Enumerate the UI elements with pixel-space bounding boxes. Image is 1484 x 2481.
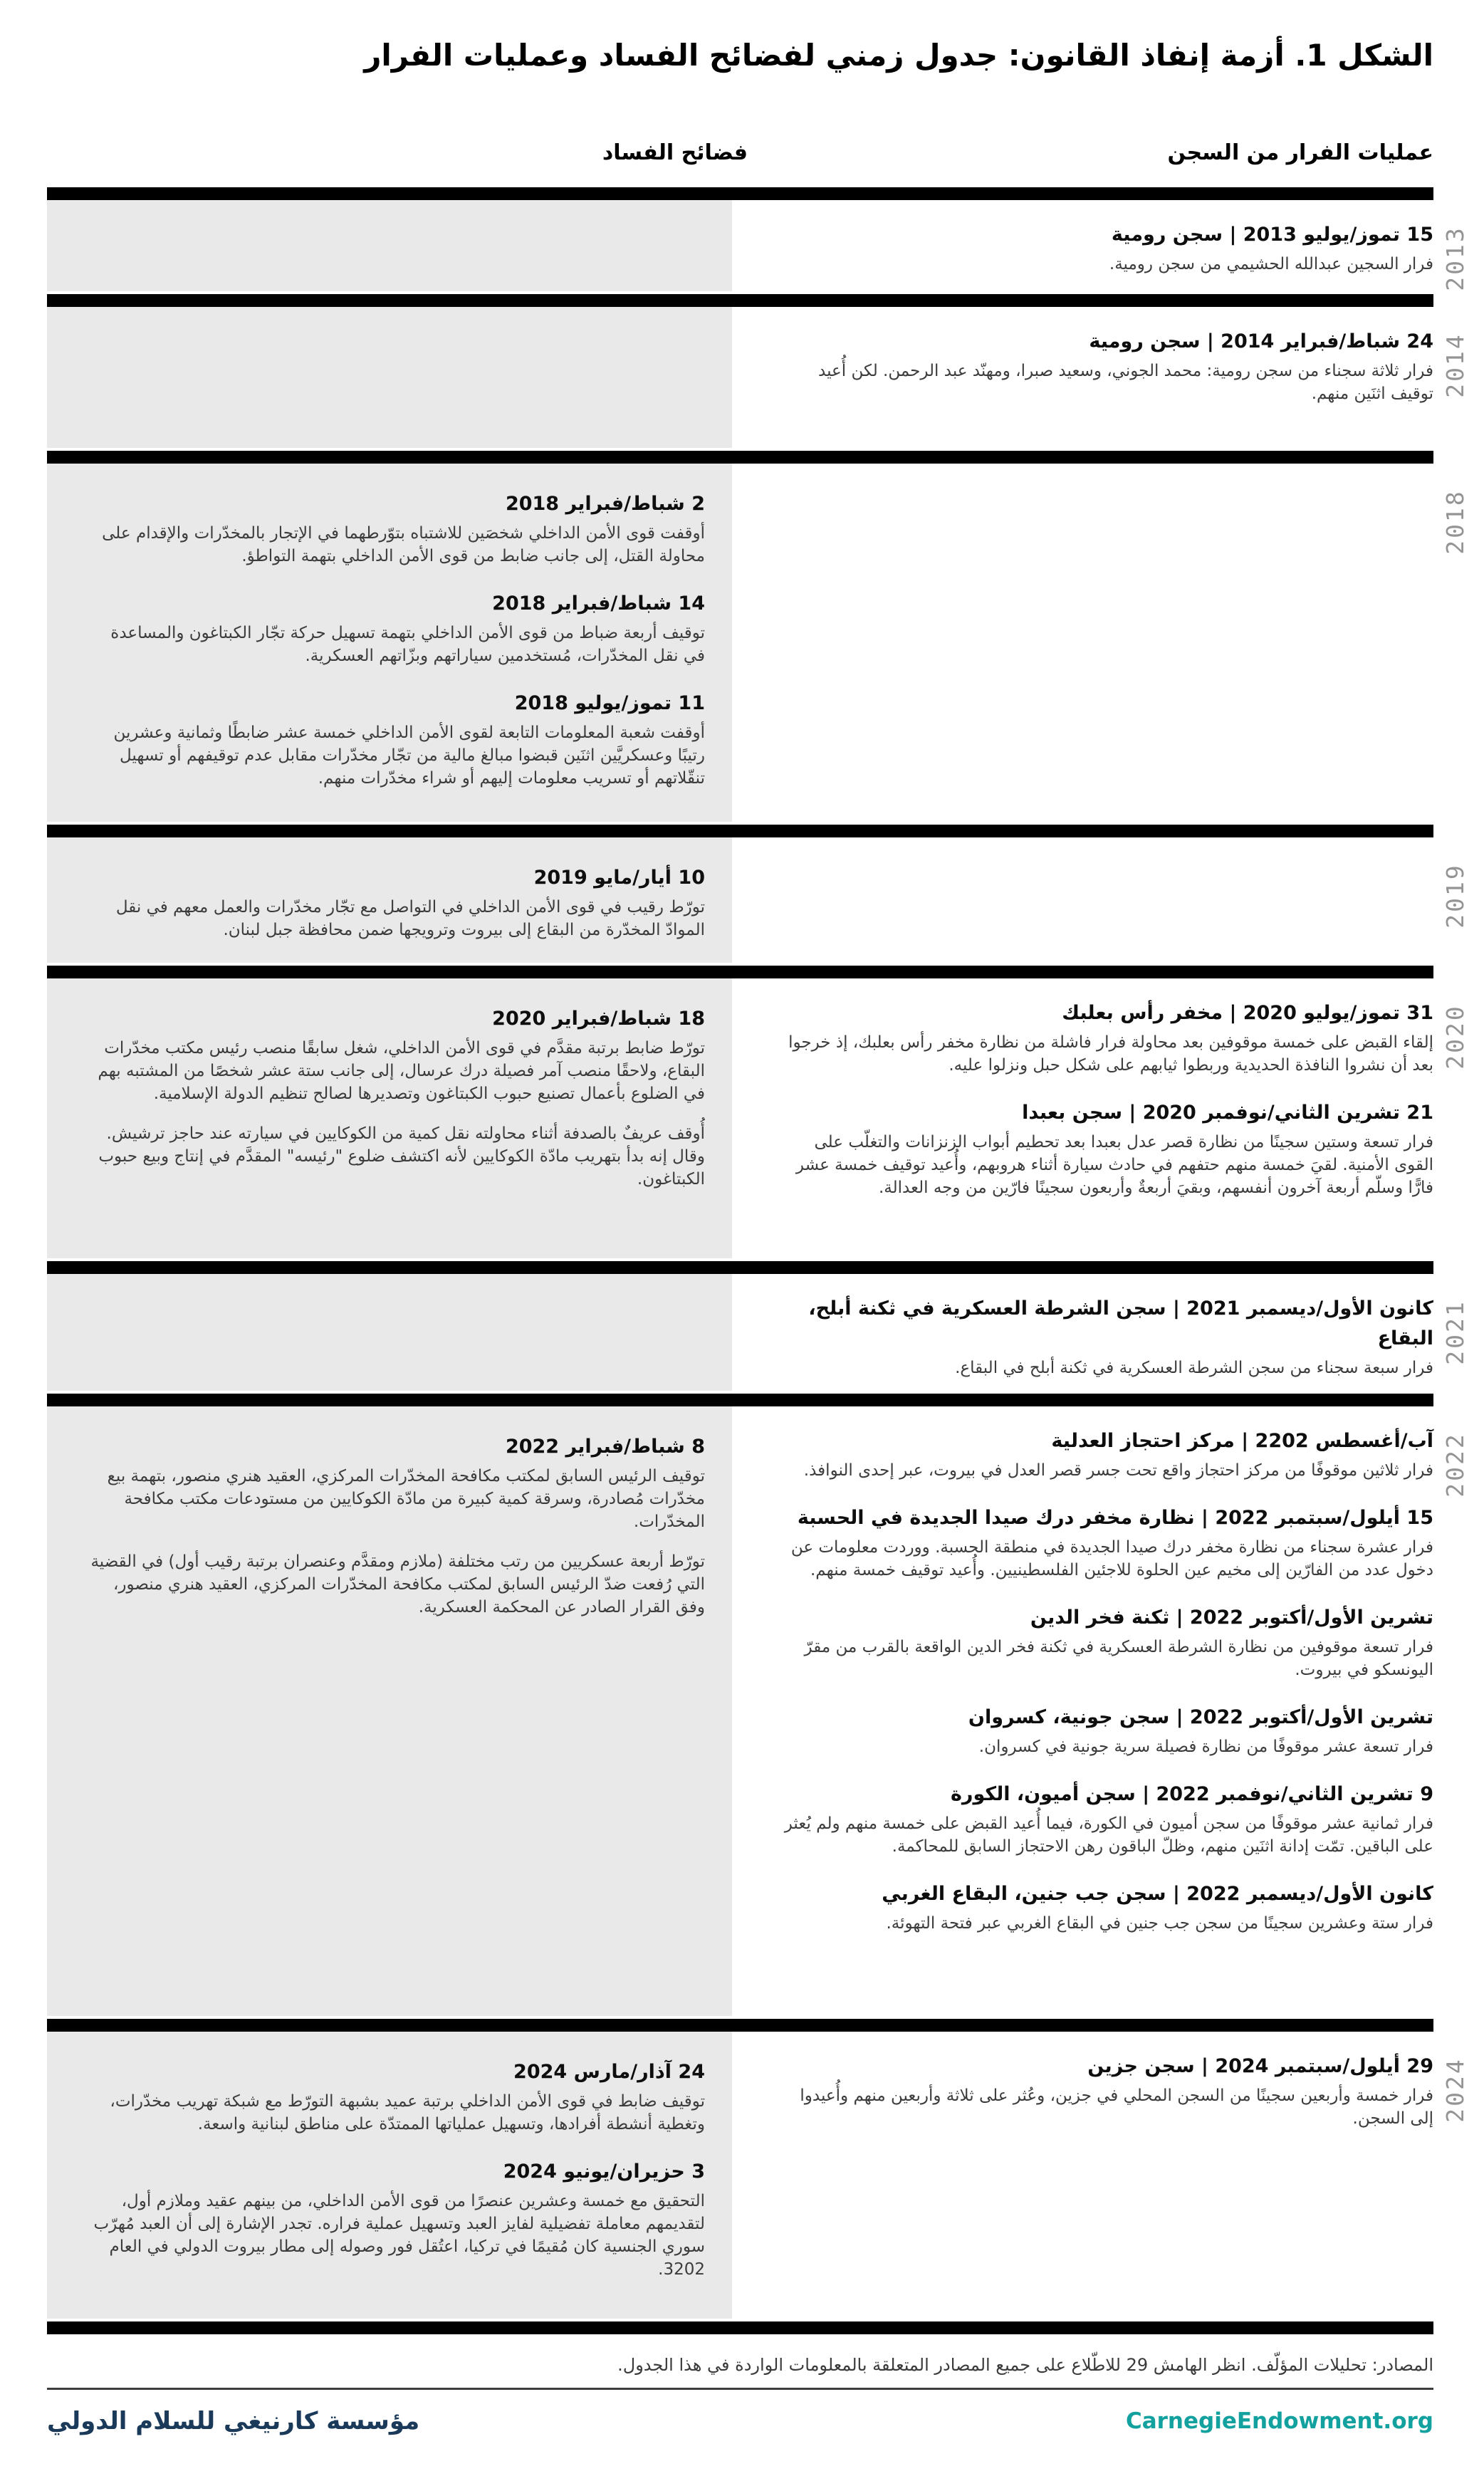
entry-heading: 14 شباط/فبراير 2018 bbox=[492, 592, 705, 615]
section-divider-bar bbox=[47, 187, 1433, 200]
timeline-section-2021 bbox=[47, 1261, 1469, 1394]
scandal-entry bbox=[90, 489, 705, 568]
entry-heading: 11 تموز/يوليو 2018 bbox=[514, 691, 705, 714]
timeline-section-2014 bbox=[47, 294, 1469, 451]
entry-heading: 24 شباط/فبراير 2014 | سجن رومية bbox=[1089, 330, 1433, 352]
escapes-panel bbox=[772, 978, 1433, 1261]
year-label: 2022 bbox=[1441, 1431, 1469, 1498]
entry-heading: 15 أيلول/سبتمبر 2022 | نظارة مخفر درك صيدا الجديدة في الحسبة bbox=[797, 1506, 1433, 1529]
column-gap bbox=[732, 1406, 772, 2019]
entry-paragraph: توقيف أربعة ضباط من قوى الأمن الداخلي بتهمة تسهيل حركة تجّار الكبتاغون والمساعدة في نقل المخدّرات، مُستخدمين سياراتهم وبزّاتهم العسكرية. bbox=[110, 623, 705, 665]
escapes-column-header: عمليات الفرار من السجن bbox=[1167, 140, 1433, 165]
timeline-section-2013 bbox=[47, 187, 1469, 294]
entry-heading: كانون الأول/ديسمبر 2022 | سجن جب جنين، البقاع الغربي bbox=[882, 1882, 1433, 1905]
entry-heading: 9 تشرين الثاني/نوفمبر 2022 | سجن أميون، الكورة bbox=[950, 1782, 1433, 1805]
figure-title: الشكل 1. أزمة إنفاذ القانون: جدول زمني لفضائح الفساد وعمليات الفرار bbox=[364, 38, 1433, 73]
source-note: المصادر: تحليلات المؤلّف. انظر الهامش 29 للاطّلاع على جميع المصادر المتعلقة بالمعلومات الواردة في هذا الجدول. bbox=[617, 2354, 1433, 2375]
entry-paragraph: تورّط أربعة عسكريين من رتب مختلفة (ملازم ومقدَّم وعنصران برتبة رقيب أول) في القضية التي رُفعت ضدّ الرئيس السابق لمكتب مكافحة المخدّرات المركزي، العقيد هنري منصور، وفق القرار الصادر عن المحكمة العسكرية. bbox=[90, 1552, 705, 1616]
entry-paragraph: أوقفت شعبة المعلومات التابعة لقوى الأمن الداخلي خمسة عشر ضابطًا وثمانية وعشرين رتيبًا وعسكريَّين اثنَين قبضوا مبالغ مالية من تجّار مخدّرات مقابل عدم توقيفهم أو تسهيل تنقّلاتهم أو تسريب معلومات إليهم أو شراء مخدّرات منهم. bbox=[113, 723, 705, 788]
year-label: 2013 bbox=[1441, 225, 1469, 291]
footer bbox=[47, 2407, 1433, 2435]
scandals-panel bbox=[47, 200, 732, 291]
carnegie-org-logo: مؤسسة كارنيغي للسلام الدولي bbox=[47, 2406, 420, 2435]
year-label: 2018 bbox=[1441, 489, 1469, 555]
entry-heading: 10 أيار/مايو 2019 bbox=[533, 866, 705, 889]
escape-entry bbox=[772, 1426, 1433, 1482]
entry-heading: آب/أغسطس 2202 | مركز احتجاز العدلية bbox=[1051, 1429, 1433, 1452]
section-divider-bar bbox=[47, 825, 1433, 837]
escape-entry bbox=[772, 1780, 1433, 1858]
scandal-entry bbox=[90, 589, 705, 667]
entry-heading: تشرين الأول/أكتوبر 2022 | سجن جونية، كسروان bbox=[968, 1706, 1433, 1728]
carnegie-site-link: CarnegieEndowment.org bbox=[1125, 2408, 1433, 2434]
escape-entry bbox=[772, 1879, 1433, 1935]
escape-entry bbox=[772, 220, 1433, 276]
section-divider-bar bbox=[47, 294, 1433, 307]
entry-paragraph: فرار ثمانية عشر موقوفًا من سجن أميون في الكورة، فيما أُعيد القبض على خمسة منهم ولم يُعثر على الباقين. تمّت إدانة اثنَين منهم، وظلّ الباقون رهن الاحتجاز السابق للمحاكمة. bbox=[784, 1814, 1433, 1856]
scandal-entry bbox=[90, 863, 705, 941]
scandals-panel bbox=[47, 837, 732, 963]
escapes-panel bbox=[772, 200, 1433, 294]
column-gap bbox=[732, 200, 772, 294]
entry-heading: كانون الأول/ديسمبر 2021 | سجن الشرطة العسكرية في ثكنة أبلح، البقاع bbox=[808, 1297, 1433, 1349]
timeline-section-2024 bbox=[47, 2019, 1469, 2321]
entry-paragraph: أُوقف عريفٌ بالصدفة أثناء محاولته نقل كمية من الكوكايين في سيارته عند حاجز ترشيش. وقال إنه بدأ بتهريب مادّة الكوكايين لأنه اكتشف ضلوع "رئيسه" المقدَّم في إنتاج وبيع حبوب الكبتاغون. bbox=[98, 1124, 705, 1189]
entry-heading: 24 آذار/مارس 2024 bbox=[513, 2060, 705, 2083]
scandal-entry bbox=[90, 1004, 705, 1191]
year-label: 2024 bbox=[1441, 2057, 1469, 2123]
timeline-end-bar bbox=[47, 2321, 1433, 2334]
scandal-entry bbox=[90, 2057, 705, 2136]
entry-paragraph: توقيف ضابط في قوى الأمن الداخلي برتبة عميد بشبهة التورّط مع شبكة تهريب مخدّرات، وتغطية أنشطة أفرادها، وتسهيل عملياتها الممتدّة على مناطق لبنانية واسعة. bbox=[110, 2091, 705, 2133]
scandal-entry bbox=[90, 1432, 705, 1619]
entry-paragraph: إلقاء القبض على خمسة موقوفين بعد محاولة فرار فاشلة من نظارة مخفر رأس بعلبك، إذ خرجوا بعد أن نشروا النافذة الحديدية وربطوا ثيابهم على شكل حبل ونزلوا عليه. bbox=[788, 1033, 1433, 1075]
scandals-panel bbox=[47, 978, 732, 1258]
entry-heading: 29 أيلول/سبتمبر 2024 | سجن جزين bbox=[1087, 2054, 1433, 2077]
year-label: 2019 bbox=[1441, 862, 1469, 929]
column-gap bbox=[732, 837, 772, 966]
scandal-entry bbox=[90, 689, 705, 790]
section-divider-bar bbox=[47, 1394, 1433, 1406]
escape-entry bbox=[772, 1703, 1433, 1758]
escape-entry bbox=[772, 1294, 1433, 1379]
entry-heading: 8 شباط/فبراير 2022 bbox=[505, 1435, 705, 1458]
entry-paragraph: تورّط رقيب في قوى الأمن الداخلي في التواصل مع تجّار مخدّرات والعمل معهم في نقل الموادّ المخدّرة من البقاع إلى بيروت وترويجها ضمن محافظة جبل لبنان. bbox=[115, 897, 705, 939]
timeline-section-2018 bbox=[47, 451, 1469, 825]
scandals-panel bbox=[47, 307, 732, 448]
entry-paragraph: التحقيق مع خمسة وعشرين عنصرًا من قوى الأمن الداخلي، من بينهم عقيد وملازم أول، لتقديمهم معاملة تفضيلية لفايز العبد وتسهيل عملية فراره. تجدر الإشارة إلى أن العبد مُهرّب سوري الجنسية كان مُقيمًا في تركيا، اعتُقل فور وصوله إلى مطار بيروت الدولي في العام 3202. bbox=[93, 2191, 705, 2279]
timeline-section-2020 bbox=[47, 966, 1469, 1261]
entry-heading: تشرين الأول/أكتوبر 2022 | ثكنة فخر الدين bbox=[1030, 1606, 1433, 1629]
escape-entry bbox=[772, 998, 1433, 1077]
entry-paragraph: فرار خمسة وأربعين سجينًا من السجن المحلي في جزين، وعُثر على ثلاثة وأربعين منهم وأُعيدوا إلى السجن. bbox=[800, 2086, 1433, 2128]
entry-heading: 3 حزيران/يونيو 2024 bbox=[503, 2160, 705, 2183]
column-gap bbox=[732, 978, 772, 1261]
entry-paragraph: فرار تسعة عشر موقوفًا من نظارة فصيلة سرية جونية في كسروان. bbox=[978, 1737, 1433, 1756]
scandals-panel bbox=[47, 1406, 732, 2016]
entry-paragraph: فرار عشرة سجناء من نظارة مخفر درك صيدا الجديدة في منطقة الحسبة. ووردت معلومات عن دخول عدد من الفارّين إلى مخيم عين الحلوة للاجئين الفلسطينيين. وأُعيد توقيف خمسة منهم. bbox=[790, 1537, 1433, 1579]
column-gap bbox=[732, 2032, 772, 2321]
escapes-panel bbox=[772, 1406, 1433, 2019]
entry-heading: 2 شباط/فبراير 2018 bbox=[505, 492, 705, 515]
entry-paragraph: فرار السجين عبدالله الحشيمي من سجن رومية. bbox=[1109, 254, 1433, 273]
escape-entry bbox=[772, 2052, 1433, 2130]
entry-heading: 15 تموز/يوليو 2013 | سجن رومية bbox=[1111, 223, 1433, 246]
entry-heading: 31 تموز/يوليو 2020 | مخفر رأس بعلبك bbox=[1062, 1001, 1433, 1024]
column-gap bbox=[732, 307, 772, 451]
entry-paragraph: فرار ستة وعشرين سجينًا من سجن جب جنين في البقاع الغربي عبر فتحة التهوئة. bbox=[886, 1913, 1433, 1933]
entry-paragraph: فرار ثلاثين موقوفًا من مركز احتجاز واقع تحت جسر قصر العدل في بيروت، عبر إحدى النوافذ. bbox=[803, 1461, 1433, 1480]
escape-entry bbox=[772, 1503, 1433, 1582]
escape-entry bbox=[772, 327, 1433, 405]
year-label: 2020 bbox=[1441, 1003, 1469, 1070]
entry-heading: 21 تشرين الثاني/نوفمبر 2020 | سجن بعبدا bbox=[1022, 1101, 1433, 1124]
escapes-panel bbox=[772, 837, 1433, 966]
escapes-panel bbox=[772, 307, 1433, 451]
escape-entry bbox=[772, 1603, 1433, 1681]
scandals-panel bbox=[47, 1274, 732, 1391]
scandal-entry bbox=[90, 2157, 705, 2281]
column-gap bbox=[732, 464, 772, 825]
scandals-panel bbox=[47, 2032, 732, 2319]
year-label: 2014 bbox=[1441, 332, 1469, 398]
entry-paragraph: فرار تسعة موقوفين من نظارة الشرطة العسكرية في ثكنة فخر الدين الواقعة بالقرب من مقرّ اليونسكو في بيروت. bbox=[804, 1637, 1433, 1679]
year-label: 2021 bbox=[1441, 1299, 1469, 1365]
timeline bbox=[47, 187, 1469, 2321]
entry-paragraph: توقيف الرئيس السابق لمكتب مكافحة المخدّرات المركزي، العقيد هنري منصور، بتهمة بيع مخدّرات مُصادرة، وسرقة كمية كبيرة من مادّة الكوكايين من مستودعات مكتب مكافحة المخدّرات. bbox=[107, 1466, 705, 1531]
escapes-panel bbox=[772, 1274, 1433, 1394]
entry-heading: 18 شباط/فبراير 2020 bbox=[492, 1007, 705, 1030]
column-headers bbox=[47, 140, 1433, 173]
section-divider-bar bbox=[47, 451, 1433, 464]
escape-entry bbox=[772, 1098, 1433, 1199]
scandals-panel bbox=[47, 464, 732, 822]
entry-paragraph: أوقفت قوى الأمن الداخلي شخصَين للاشتباه بتوّرطهما في الإتجار بالمخدّرات والإقدام على محاولة القتل، إلى جانب ضابط من قوى الأمن الداخلي بتهمة التواطؤ. bbox=[102, 523, 705, 565]
section-divider-bar bbox=[47, 966, 1433, 978]
entry-paragraph: فرار سبعة سجناء من سجن الشرطة العسكرية في ثكنة أبلح في البقاع. bbox=[955, 1358, 1433, 1377]
entry-paragraph: تورّط ضابط برتبة مقدَّم في قوى الأمن الداخلي، شغل سابقًا منصب رئيس مكتب مخدّرات البقاع، ولاحقًا منصب آمر فصيلة درك عرسال، إلى جانب ستة عشر شخصًا من المشتبه بهم في الضلوع بأعمال تصنيع حبوب الكبتاغون وتصديرها لصالح تنظيم الدولة الإسلامية. bbox=[98, 1038, 705, 1103]
escapes-panel bbox=[772, 2032, 1433, 2321]
escapes-panel bbox=[772, 464, 1433, 825]
scandals-column-header: فضائح الفساد bbox=[602, 140, 748, 165]
entry-paragraph: فرار ثلاثة سجناء من سجن رومية: محمد الجوني، وسعيد صبرا، ومهنّد عبد الرحمن. لكن أُعيد توقيف اثنَين منهم. bbox=[818, 361, 1433, 403]
footer-divider bbox=[47, 2388, 1433, 2390]
section-divider-bar bbox=[47, 1261, 1433, 1274]
timeline-section-2019 bbox=[47, 825, 1469, 966]
entry-paragraph: فرار تسعة وستين سجينًا من نظارة قصر عدل بعبدا بعد تحطيم أبواب الزنزانات والتغلّب على القوى الأمنية. لقيَ خمسة منهم حتفهم في حادث سيارة أثناء هروبهم، وأُعيد توقيف خمسة عشر فارًّا وسلّم أربعة آخرون أنفسهم، وبقيَ أربعةٌ وأربعون سجينًا فارّين من وجه العدالة. bbox=[795, 1132, 1433, 1197]
column-gap bbox=[732, 1274, 772, 1394]
section-divider-bar bbox=[47, 2019, 1433, 2032]
timeline-section-2022 bbox=[47, 1394, 1469, 2019]
